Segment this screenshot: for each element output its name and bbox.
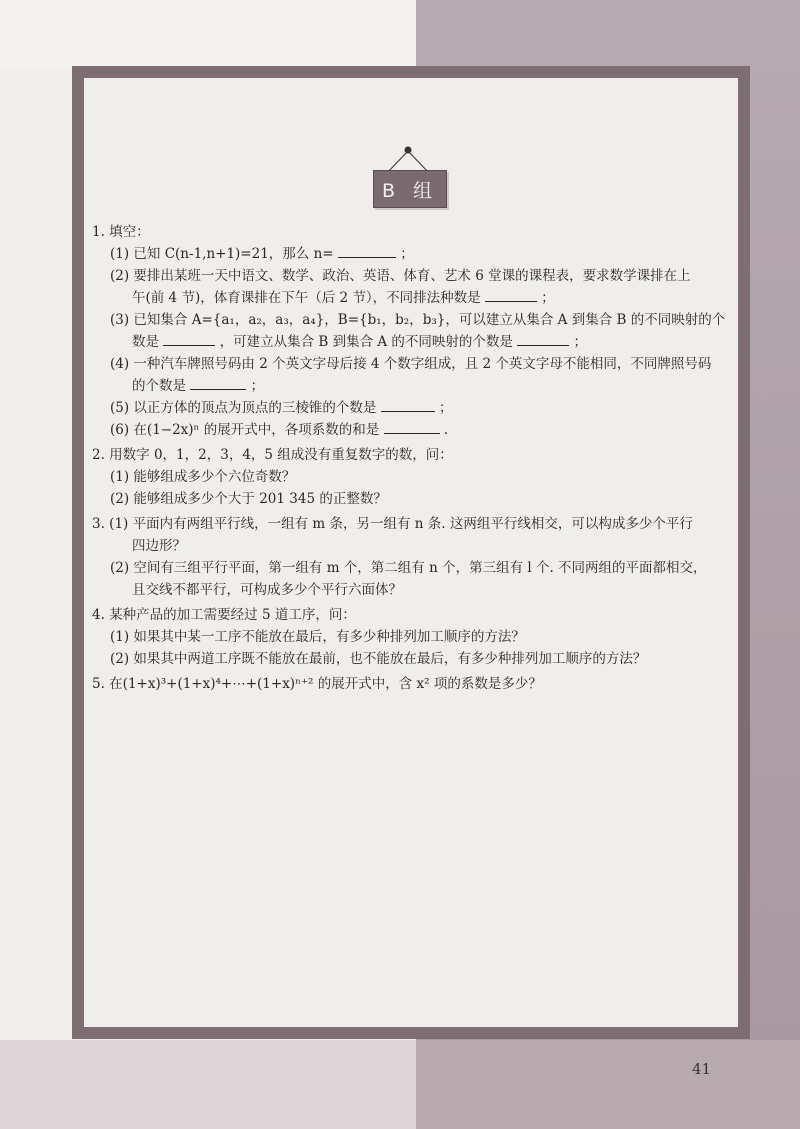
answer-blank[interactable] — [381, 397, 435, 412]
question-1-title: 1. 填空： — [92, 224, 150, 240]
question-1-part-2-cont: 午(前 4 节)，体育课排在下午（后 2 节），不同排法种数是 ； — [92, 287, 728, 309]
question-4-part-2: (2) 如果其中两道工序既不能放在最前，也不能放在最后，有多少种排列加工顺序的方法？ — [110, 651, 647, 667]
question-1-part-1: (1) 已知 C(n-1,n+1)=21，那么 n= ； — [92, 243, 728, 265]
question-4-part-1: (1) 如果其中某一工序不能放在最后，有多少种排列加工顺序的方法？ — [110, 629, 525, 645]
answer-blank[interactable] — [517, 331, 569, 346]
answer-blank[interactable] — [190, 375, 246, 390]
group-sign — [373, 170, 447, 208]
question-2-part-2: (2) 能够组成多少个大于 201 345 的正整数？ — [110, 491, 387, 507]
question-1-part-6: (6) 在(1−2x)ⁿ 的展开式中，各项系数的和是 . — [92, 419, 728, 441]
answer-blank[interactable] — [384, 419, 440, 434]
group-label: B 组 — [381, 179, 439, 202]
question-1-part-4-cont: 的个数是 ； — [92, 375, 728, 397]
question-1-part-2: (2) 要排出某班一天中语文、数学、政治、英语、体育、艺术 6 堂课的课程表，要求数学课排在上 — [110, 268, 691, 284]
question-1-part-3-cont: 数是 ，可建立从集合 B 到集合 A 的不同映射的个数是 ； — [92, 331, 728, 353]
question-3-part-2-cont: 且交线不都平行，可构成多少个平行六面体？ — [132, 582, 402, 598]
page-number: 41 — [692, 1060, 712, 1078]
answer-blank[interactable] — [163, 331, 215, 346]
question-1-part-5: (5) 以正方体的顶点为顶点的三棱锥的个数是 ； — [92, 397, 728, 419]
question-5: 5. 在(1+x)³+(1+x)⁴+⋯+(1+x)ⁿ⁺² 的展开式中，含 x² 项的系数是多少？ — [92, 676, 542, 692]
answer-blank[interactable] — [485, 287, 537, 302]
exercise-list — [92, 218, 728, 695]
page-margin-top — [0, 0, 416, 66]
question-1-part-3: (3) 已知集合 A={a₁，a₂，a₃，a₄}，B={b₁，b₂，b₃}，可以建立从集合 A 到集合 B 的不同映射的个 — [110, 312, 726, 328]
answer-blank[interactable] — [338, 243, 396, 258]
decorative-corner-band — [416, 1040, 800, 1129]
question-1-part-4: (4) 一种汽车牌照号码由 2 个英文字母后接 4 个数字组成，且 2 个英文字母不能相同，不同牌照号码 — [110, 356, 712, 372]
question-2-title: 2. 用数字 0，1，2，3，4，5 组成没有重复数字的数，问： — [92, 447, 453, 463]
question-3-part-1-cont: 四边形？ — [132, 538, 186, 554]
question-3-part-1: 3. (1) 平面内有两组平行线，一组有 m 条，另一组有 n 条. 这两组平行线相交，可以构成多少个平行 — [92, 516, 693, 532]
question-2-part-1: (1) 能够组成多少个六位奇数？ — [110, 469, 296, 485]
question-3-part-2: (2) 空间有三组平行平面，第一组有 m 个，第二组有 n 个，第三组有 l 个. 不同两组的平面都相交， — [110, 560, 707, 576]
question-4-title: 4. 某种产品的加工需要经过 5 道工序，问： — [92, 607, 356, 623]
